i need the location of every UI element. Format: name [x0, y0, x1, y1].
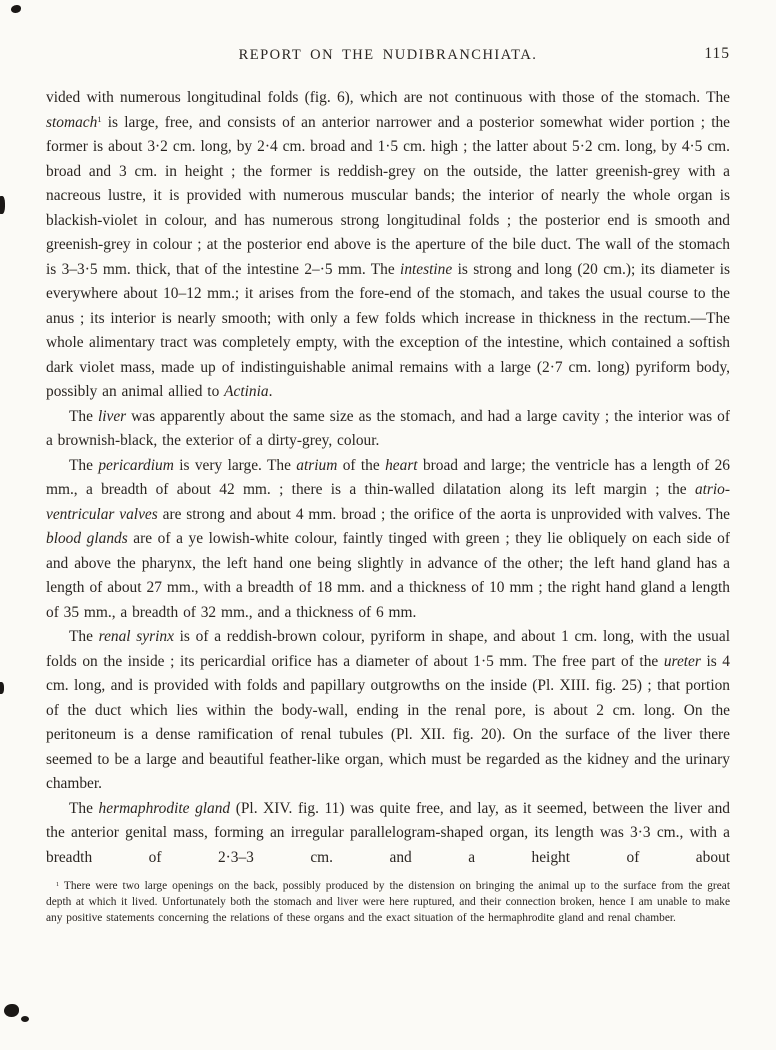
italic-run: atrio-ventricular valves	[46, 481, 730, 523]
text-run: broad and large; the ventricle has a length of 26 mm., a breadth of about 42 mm. ; there is a thin-walled dilatation along its left margin ; the	[46, 456, 730, 498]
italic-run: hermaphrodite gland	[98, 799, 231, 817]
page-number: 115	[704, 45, 730, 62]
text-run: vided with numerous longitudinal folds (fig. 6), which are not continuous with those of the stomach. The	[46, 89, 730, 106]
text-run: The	[69, 407, 98, 425]
text-column	[46, 86, 730, 926]
text-run: The	[69, 628, 99, 645]
italic-run: pericardium	[98, 456, 174, 474]
italic-run: atrium	[296, 456, 338, 474]
scan-artifact	[21, 1016, 29, 1022]
text-run: .	[268, 383, 273, 400]
italic-run: liver	[97, 407, 127, 425]
scan-artifact	[0, 682, 4, 694]
paragraph	[46, 86, 730, 405]
italic-run: Actinia	[224, 383, 269, 400]
italic-run: ureter	[663, 652, 701, 670]
footnote-reference: 1	[97, 114, 102, 125]
text-run: (Pl. XIV. fig. 11) was quite free, and lay, as it seemed, between the liver and the anterior genital mass, forming an irregular parallelogram-shaped organ, its length was 3·3 cm., with a breadth of 2·3–3 cm. and a height of about	[46, 799, 730, 866]
italic-run: blood glands	[46, 530, 128, 547]
paragraph	[46, 405, 730, 454]
italic-run: renal syrinx	[98, 628, 174, 645]
text-run: of the	[337, 456, 386, 474]
footnote-reference: 1	[56, 880, 60, 888]
paragraph	[46, 625, 730, 797]
text-run: is strong and long (20 cm.); its diameter is everywhere about 10–12 mm.; it arises from the fore-end of the stomach, and takes the usual course to the anus ; its interior is nearly smooth; with only a few folds which increase in thickness in the rectum.—The whole alimentary tract was completely empty, with the exception of the intestine, which contained a softish dark violet mass, made up of indistinguishable animal remains with a large (2·7 cm. long) pyriform body, possibly an animal allied to	[46, 260, 730, 400]
text-run: was apparently about the same size as the stomach, and had a large cavity ; the interior was of a brownish-black, the exterior of a dirty-grey, colour.	[46, 407, 730, 449]
italic-run: stomach	[46, 113, 98, 131]
scan-artifact	[11, 5, 21, 13]
text-run: is 4 cm. long, and is provided with folds and papillary outgrowths on the inside (Pl. XIII. fig. 25) ; that portion of the duct which lies within the body-wall, ending in the renal pore, is about 2 cm. long. On the peritoneum is a dense ramification of renal tubules (Pl. XII. fig. 20). On the surface of the liver there seemed to be a large and beautiful feather-like organ, which must be regarded as the kidney and the urinary chamber.	[46, 652, 731, 792]
text-run: is of a reddish-brown colour, pyriform in shape, and about 1 cm. long, with the usual folds on the inside ; its pericardial orifice has a diameter of about 1·5 mm. The free part of the	[46, 628, 730, 670]
body-text	[46, 86, 730, 870]
text-run: is very large. The	[173, 456, 297, 474]
text-run: are of a ye lowish-white colour, faintly tinged with green ; they lie obliquely on each side of and above the pharynx, the left hand one being slightly in advance of the other; the left hand gland has a length of about 27 mm., with a breadth of 18 mm. and a thickness of 10 mm ; the right hand gland a length of 35 mm., a breadth of 32 mm., and a thickness of 6 mm.	[46, 530, 730, 621]
report-title: REPORT ON THE NUDIBRANCHIATA.	[238, 47, 538, 63]
scan-artifact	[4, 1004, 19, 1017]
text-run: The	[69, 456, 99, 474]
text-run: The	[69, 799, 99, 817]
text-run: is large, free, and consists of an anterior narrower and a posterior somewhat wider portion ; the former is about 3·2 cm. long, by 2·4 cm. broad and 1·5 cm. high ; the latter about 5·2 cm. long, by 4·5 cm. broad and 3 cm. in height ; the former is reddish-grey on the outside, the latter greenish-grey with a nacreous lustre, it is provided with numerous muscular bands; the interior of nearly the whole organ is blackish-violet in colour, and has numerous strong longitudinal folds ; the posterior end is smooth and greenish-grey in colour ; at the posterior end above is the aperture of the bile duct. The wall of the stomach is 3–3·5 mm. thick, that of the intestine 2–·5 mm. The	[46, 113, 730, 278]
italic-run: heart	[385, 456, 418, 474]
scan-artifact	[0, 196, 5, 214]
italic-run: intestine	[400, 260, 453, 278]
footnote	[46, 879, 730, 926]
paragraph	[46, 454, 730, 626]
paragraph	[46, 797, 730, 871]
text-run: are strong and about 4 mm. broad ; the orifice of the aorta is unprovided with valves. The	[157, 505, 730, 523]
text-run: There were two large openings on the back, possibly produced by the distension on bringing the animal up to the surface from the great depth at which it lived. Unfortunately both the stomach and liver were here ruptured, and their connection broken, hence I am unable to make any positive statements concerning the relations of these organs and the exact situation of the hermaphrodite gland and renal chamber.	[46, 880, 730, 924]
page-header	[46, 46, 730, 68]
